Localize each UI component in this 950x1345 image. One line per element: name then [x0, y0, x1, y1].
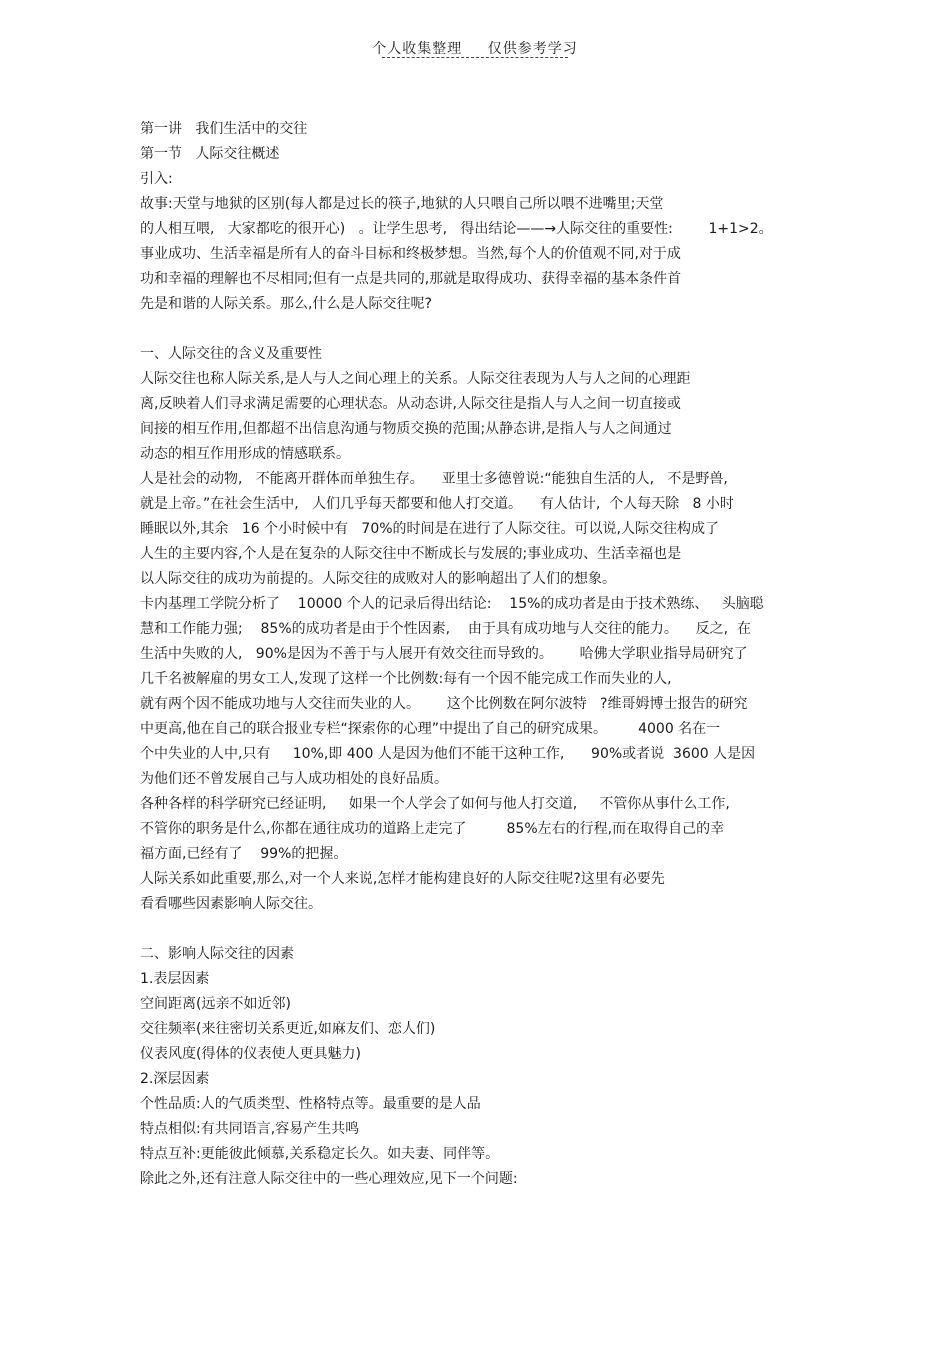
text-line: 动态的相互作用形成的情感联系。: [140, 446, 350, 462]
text-line: 特点互补:更能彼此倾慕,关系稳定长久。如夫妻、同伴等。: [140, 1146, 500, 1162]
text-line: 功和幸福的理解也不尽相同;但有一点是共同的,那就是取得成功、获得幸福的基本条件首: [140, 271, 682, 287]
text-line: 一、人际交往的含义及重要性: [140, 346, 322, 362]
text-line: 的人相互喂, 大家都吃的很开心) 。让学生思考, 得出结论——→人际交往的重要性: 1+1>2。: [140, 221, 773, 237]
text-line: 先是和谐的人际关系。那么,什么是人际交往呢?: [140, 296, 432, 312]
text-line: 事业成功、生活幸福是所有人的奋斗目标和终极梦想。当然,每个人的价值观不同,对于成: [140, 246, 681, 262]
text-line: 就是上帝。”在社会生活中, 人们几乎每天都要和他人打交道。 有人估计, 个人每天除 8 小时: [140, 496, 734, 512]
page-header: [0, 38, 950, 58]
blank-line: [140, 317, 810, 342]
text-line: 故事:天堂与地狱的区别(每人都是过长的筷子,地狱的人只喂自己所以喂不进嘴里;天堂: [140, 196, 664, 212]
text-line: 以人际交往的成功为前提的。人际交往的成败对人的影响超出了人们的想象。: [140, 571, 616, 587]
text-line: 空间距离(远亲不如近邻): [140, 996, 291, 1012]
text-line: 第一节 人际交往概述: [140, 146, 280, 162]
header-right-text: 仅供参考学习: [487, 41, 578, 57]
text-line: 特点相似:有共同语言,容易产生共鸣: [140, 1121, 360, 1137]
text-line: 间接的相互作用,但都超不出信息沟通与物质交换的范围;从静态讲,是指人与人之间通过: [140, 421, 672, 437]
text-line: 卡内基理工学院分析了 10000 个人的记录后得出结论: 15%的成功者是由于技术熟练、 头脑聪: [140, 596, 764, 612]
text-line: 个中失业的人中,只有 10%,即 400 人是因为他们不能干这种工作, 90%或者说 3600 人是因: [140, 746, 756, 762]
text-line: 慧和工作能力强; 85%的成功者是由于个性因素, 由于具有成功地与人交往的能力。 反之, 在: [140, 621, 752, 637]
text-line: 人是社会的动物, 不能离开群体而单独生存。 亚里士多德曾说:“能独自生活的人, 不是野兽,: [140, 471, 728, 487]
text-line: 个性品质:人的气质类型、性格特点等。最重要的是人品: [140, 1096, 481, 1112]
text-line: 看看哪些因素影响人际交往。: [140, 896, 322, 912]
header-divider: [382, 57, 568, 58]
blank-line: [140, 917, 810, 942]
text-line: 不管你的职务是什么,你都在通往成功的道路上走完了 85%左右的行程,而在取得自己的幸: [140, 821, 725, 837]
text-line: 引入:: [140, 171, 173, 187]
text-line: 第一讲 我们生活中的交往: [140, 121, 308, 137]
text-line: 人际交往也称人际关系,是人与人之间心理上的关系。人际交往表现为人与人之间的心理距: [140, 371, 691, 387]
text-line: 除此之外,还有注意人际交往中的一些心理效应,见下一个问题:: [140, 1171, 518, 1187]
text-line: 离,反映着人们寻求满足需要的心理状态。从动态讲,人际交往是指人与人之间一切直接或: [140, 396, 681, 412]
text-line: 仪表风度(得体的仪表使人更具魅力): [140, 1046, 361, 1062]
header-left-text: 个人收集整理: [372, 41, 463, 57]
text-line: 2.深层因素: [140, 1071, 210, 1087]
text-line: 睡眠以外,其余 16 个小时候中有 70%的时间是在进行了人际交往。可以说,人际交往构成了: [140, 521, 719, 537]
text-line: 人际关系如此重要,那么,对一个人来说,怎样才能构建良好的人际交往呢?这里有必要先: [140, 871, 665, 887]
text-line: 中更高,他在自己的联合报业专栏“探索你的心理”中提出了自己的研究成果。 4000 名在一: [140, 721, 721, 737]
text-line: 几千名被解雇的男女工人,发现了这样一个比例数:每有一个因不能完成工作而失业的人,: [140, 671, 672, 687]
text-line: 各种各样的科学研究已经证明, 如果一个人学会了如何与他人打交道, 不管你从事什么工作,: [140, 796, 730, 812]
text-line: 交往频率(来往密切关系更近,如麻友们、恋人们): [140, 1021, 436, 1037]
text-line: 就有两个因不能成功地与人交往而失业的人。 这个比例数在阿尔波特 ?维哥姆博士报告的研究: [140, 696, 748, 712]
text-line: 为他们还不曾发展自己与人成功相处的良好品质。: [140, 771, 448, 787]
document-body: [140, 117, 810, 1192]
text-line: 人生的主要内容,个人是在复杂的人际交往中不断成长与发展的;事业成功、生活幸福也是: [140, 546, 682, 562]
text-line: 福方面,已经有了 99%的把握。: [140, 846, 348, 862]
text-line: 二、影响人际交往的因素: [140, 946, 294, 962]
text-line: 生活中失败的人, 90%是因为不善于与人展开有效交往而导致的。 哈佛大学职业指导局研究了: [140, 646, 748, 662]
text-line: 1.表层因素: [140, 971, 210, 987]
